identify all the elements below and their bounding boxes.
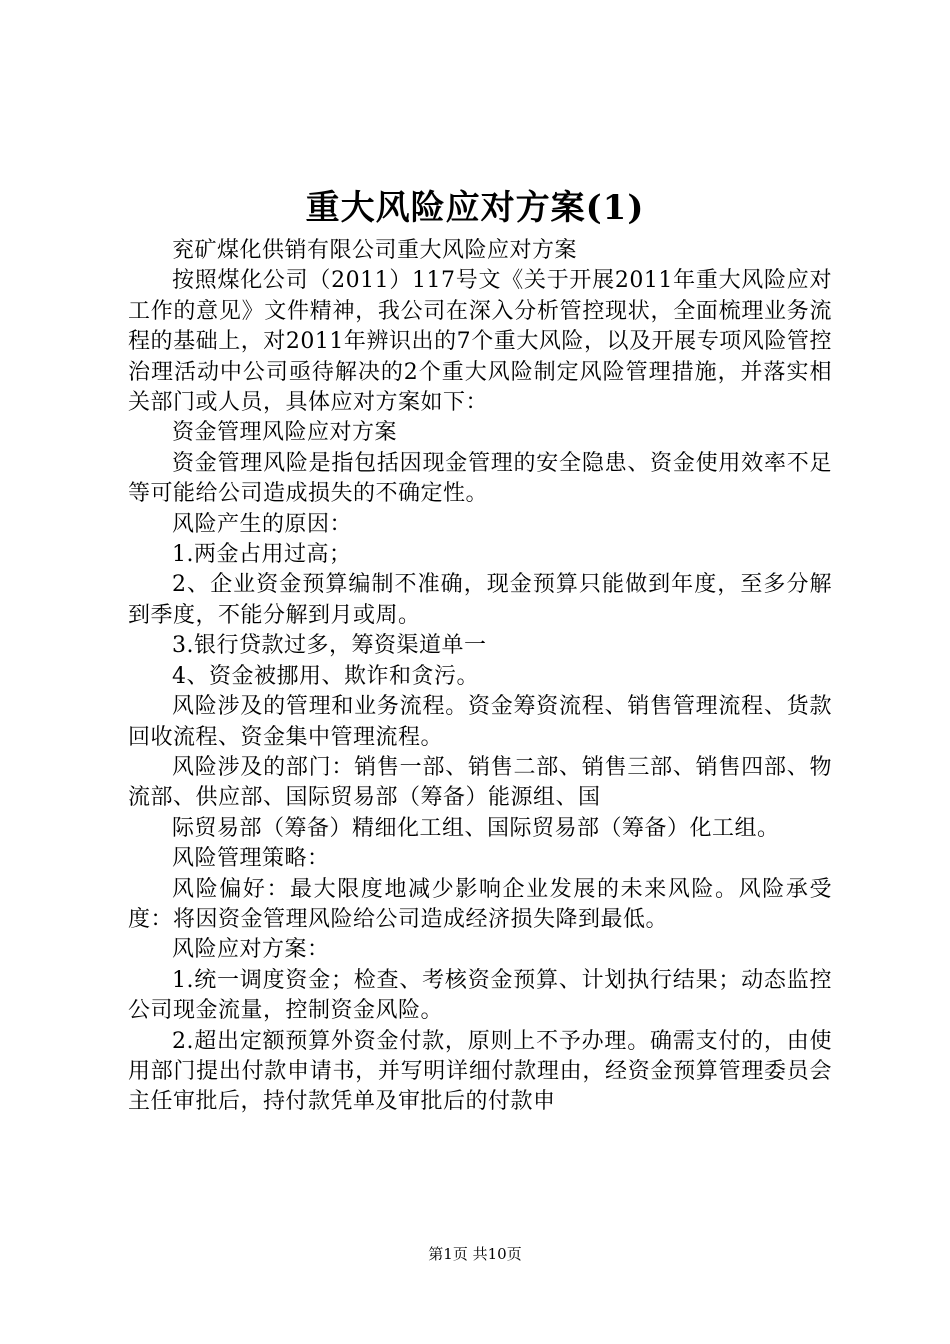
paragraph-1: 兖矿煤化供销有限公司重大风险应对方案 bbox=[172, 238, 578, 263]
paragraph-15: 风险应对方案： bbox=[172, 937, 330, 963]
document-title: 重大风险应对方案(1) bbox=[305, 188, 645, 228]
paragraph-8: 3.银行贷款过多，筹资渠道单一 bbox=[172, 633, 487, 659]
paragraph-7: 2、企业资金预算编制不准确，现金预算只能做到年度，至多分解到季度，不能分解到月或周。 bbox=[128, 572, 832, 628]
paragraph-12: 际贸易部（筹备）精细化工组、国际贸易部（筹备）化工组。 bbox=[172, 815, 780, 841]
paragraph-4: 资金管理风险是指包括因现金管理的安全隐患、资金使用效率不足等可能给公司造成损失的不确定性。 bbox=[128, 450, 832, 507]
paragraph-14: 风险偏好：最大限度地减少影响企业发展的未来风险。风险承受度：将因资金管理风险给公司造成经济损失降到最低。 bbox=[128, 876, 832, 932]
paragraph-16: 1.统一调度资金；检查、考核资金预算、计划执行结果；动态监控公司现金流量，控制资金风险。 bbox=[128, 967, 832, 1024]
page-number-footer: 第1页 共10页 bbox=[428, 1245, 522, 1263]
paragraph-10: 风险涉及的管理和业务流程。资金筹资流程、销售管理流程、货款回收流程、资金集中管理流程。 bbox=[128, 694, 832, 750]
paragraph-6: 1.两金占用过高； bbox=[172, 542, 352, 568]
paragraph-3: 资金管理风险应对方案 bbox=[172, 420, 398, 446]
paragraph-11: 风险涉及的部门：销售一部、销售二部、销售三部、销售四部、物流部、供应部、国际贸易部（筹备）能源组、国 bbox=[128, 754, 832, 811]
paragraph-9: 4、资金被挪用、欺诈和贪污。 bbox=[172, 663, 479, 689]
paragraph-17: 2.超出定额预算外资金付款，原则上不予办理。确需支付的，由使用部门提出付款申请书，并写明详细付款理由，经资金预算管理委员会主任审批后，持付款凭单及审批后的付款申 bbox=[128, 1028, 832, 1115]
paragraph-5: 风险产生的原因： bbox=[172, 511, 353, 537]
paragraph-13: 风险管理策略： bbox=[172, 846, 330, 872]
paragraph-2: 按照煤化公司（2011）117号文《关于开展2011年重大风险应对工作的意见》文件精神，我公司在深入分析管控现状，全面梳理业务流程的基础上，对2011年辨识出的7个重大风险，以及开展专项风险管控治理活动中公司亟待解决的2个重大风险制定风险管理措施，并落实相关部门或人员，具体应对方案如下： bbox=[128, 268, 832, 416]
document-body bbox=[128, 236, 832, 1118]
